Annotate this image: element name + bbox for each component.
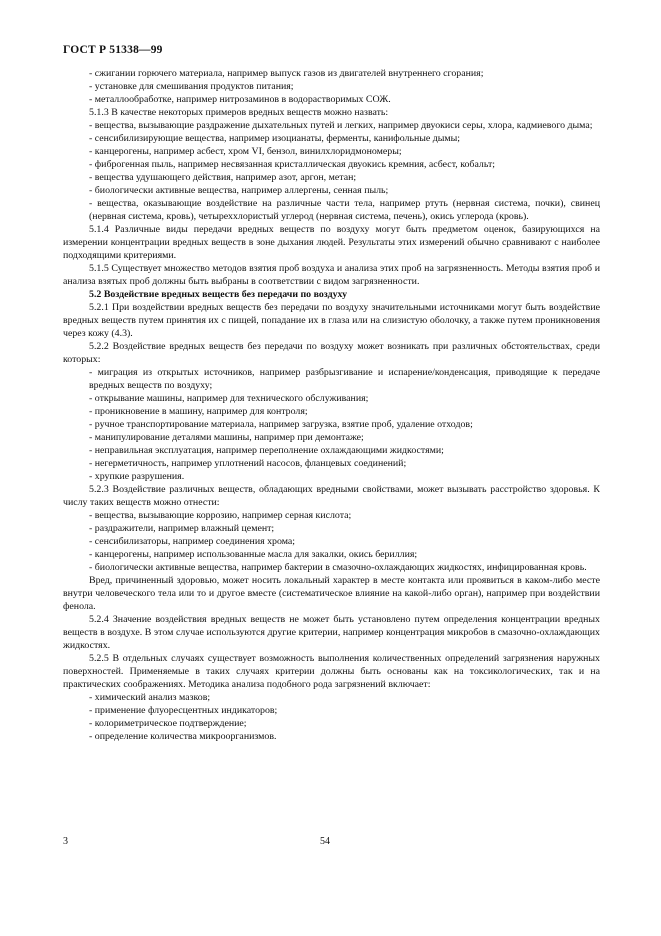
clause-5-2-3: 5.2.3 Воздействие различных веществ, обладающих вредными свойствами, может вызывать расстройство здоровья. К числу таких веществ можно отнести: — [63, 484, 600, 508]
list-item: - проникновение в машину, например для контроля; — [89, 406, 308, 417]
list-item: - ручное транспортирование материала, например загрузка, взятие проб, удаление отходов; — [89, 419, 473, 430]
clause-5-2-2: 5.2.2 Воздействие вредных веществ без передачи по воздуху может возникать при различных обстоятельствах, среди которых: — [63, 341, 600, 365]
list-item: - сенсибилизирующие вещества, например изоцианаты, ферменты, канифольные дымы; — [89, 133, 461, 144]
health-harm-paragraph: Вред, причиненный здоровью, может носить локальный характер в месте контакта или проявиться в каком-либо месте внутри человеческого тела или то и другое вместе (систематическое влияние на какой-либо орган), например при воздействии фенола. — [63, 575, 600, 612]
list-item: - сжигании горючего материала, например выпуск газов из двигателей внутреннего сгорания; — [89, 68, 484, 79]
document-body — [63, 67, 600, 743]
list-item: - манипулирование деталями машины, например при демонтаже; — [89, 432, 364, 443]
list-item: - фиброгенная пыль, например несвязанная кристаллическая двуокись кремния, асбест, кобальт; — [89, 159, 496, 170]
list-item: - сенсибилизаторы, например соединения хрома; — [89, 536, 296, 547]
page-number: 3 — [63, 836, 68, 847]
clause-5-2-1: 5.2.1 При воздействии вредных веществ без передачи по воздуху значительными источниками могут быть воздействие вредных веществ путем принятия их с пищей, попадание их в глаза или на слизистую оболочку, а также путем проникновения через кожу (4.3). — [63, 302, 600, 339]
list-item: - вещества, вызывающие коррозию, например серная кислота; — [89, 510, 352, 521]
list-item: - хрупкие разрушения. — [89, 471, 185, 482]
clause-5-1-5: 5.1.5 Существует множество методов взятия проб воздуха и анализа этих проб на загрязненность. Методы взятия проб и анализа взятых проб должны быть выбраны в соответствии с видом загрязненности. — [63, 263, 600, 287]
clause-5-1-3: 5.1.3 В качестве некоторых примеров вредных веществ можно назвать: — [89, 107, 389, 118]
clause-5-2-4: 5.2.4 Значение воздействия вредных веществ не может быть установлено путем определения концентрации вредных веществ в воздухе. В этом случае используются другие критерии, например концентрация микробов в смазочно-охлаждающих жидкостях. — [63, 614, 600, 651]
list-item: - биологически активные вещества, например бактерии в смазочно-охлаждающих жидкостях, инфицированная кровь. — [89, 562, 587, 573]
sheet-number: 54 — [320, 836, 330, 847]
list-item: - применение флуоресцентных индикаторов; — [89, 705, 278, 716]
list-item: - вещества удушающего действия, например азот, аргон, метан; — [89, 172, 357, 183]
list-item: - миграция из открытых источников, например разбрызгивание и испарение/конденсация, приводящие к передаче вредных веществ по воздуху; — [89, 367, 600, 391]
list-item: - определение количества микроорганизмов. — [89, 731, 277, 742]
list-item: - установке для смешивания продуктов питания; — [89, 81, 294, 92]
list-item: - канцерогены, например асбест, хром VI, бензол, винилхлоридмономеры; — [89, 146, 402, 157]
list-item: - открывание машины, например для технического обслуживания; — [89, 393, 369, 404]
list-item: - биологически активные вещества, например аллергены, сенная пыль; — [89, 185, 389, 196]
list-item: - колориметрическое подтверждение; — [89, 718, 247, 729]
list-item: - вещества, вызывающие раздражение дыхательных путей и легких, например двуокиси серы, хлора, кадмиевого дыма; — [89, 120, 593, 131]
list-item: - негерметичность, например уплотнений насосов, фланцевых соединений; — [89, 458, 407, 469]
list-item: - вещества, оказывающие воздействие на различные части тела, например ртуть (нервная система, почки), свинец (нервная система, кровь), четыреххлористый углерод (нервная система, печень), окись углерода (кровь). — [89, 198, 600, 222]
list-item: - канцерогены, например использованные масла для закалки, окись бериллия; — [89, 549, 418, 560]
clause-5-1-4: 5.1.4 Различные виды передачи вредных веществ по воздуху могут быть предметом оценок, базирующихся на измерении концентрации вредных веществ в зоне дыхания людей. Результаты этих измерений обычно сравнивают с наиболее подходящими критериями. — [63, 224, 600, 261]
standard-header: ГОСТ Р 51338—99 — [63, 44, 163, 56]
list-item: - металлообработке, например нитрозаминов в водорастворимых СОЖ. — [89, 94, 391, 105]
list-item: - химический анализ мазков; — [89, 692, 211, 703]
section-heading-5-2: 5.2 Воздействие вредных веществ без передачи по воздуху — [89, 289, 348, 300]
list-item: - раздражители, например влажный цемент; — [89, 523, 275, 534]
clause-5-2-5: 5.2.5 В отдельных случаях существует возможность выполнения количественных определений загрязнения наружных поверхностей. Применяемые в таких случаях критерии должны быть основаны как на токсикологических, так и на практических соображениях. Методика анализа подобного рода загрязнений включает: — [63, 653, 600, 690]
list-item: - неправильная эксплуатация, например переполнение охлаждающими жидкостями; — [89, 445, 444, 456]
